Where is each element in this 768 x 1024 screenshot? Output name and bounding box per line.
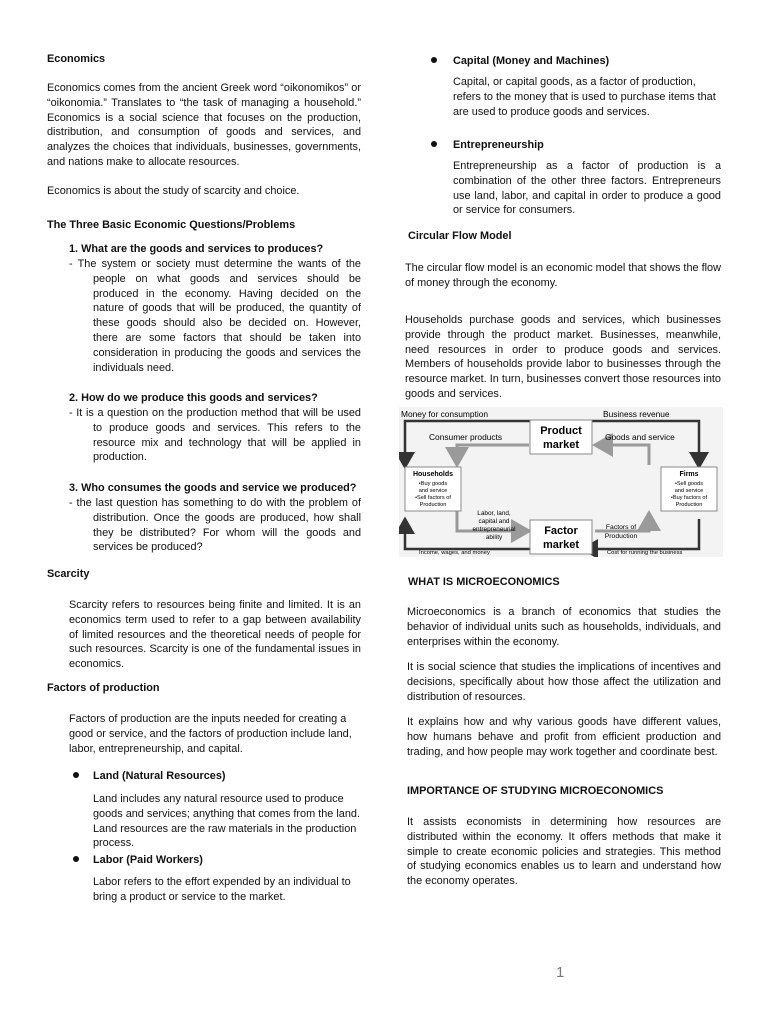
income-label: Income, wages, and money — [419, 550, 490, 556]
question-1-title: 1. What are the goods and services to produces? — [69, 243, 324, 255]
importance-heading: IMPORTANCE OF STUDYING MICROECONOMICS — [407, 785, 664, 797]
economics-summary: Economics is about the study of scarcity and choice. — [47, 185, 300, 197]
microeconomics-heading: WHAT IS MICROECONOMICS — [408, 576, 560, 588]
cost-label: Cost for running the business — [607, 550, 683, 556]
households-line-4: Production — [419, 502, 447, 508]
product-market-label-2: market — [542, 439, 580, 451]
question-3-title: 3. Who consumes the goods and service we produced? — [69, 482, 357, 494]
question-1-body: - The system or society must determine the wants of the people on what goods and services should be produced in the economy. Having decided on the nature of goods that will be produced, the quantity of these goods should also be decided on. However, there are some factors that should be taken into consideration in producing the goods and services the individuals need. — [69, 258, 361, 374]
question-3-body: - the last question has something to do with the problem of distribution. Once the goods are produced, how shall they be distributed? For whom will the goods and services be produced? — [69, 497, 361, 554]
households-line-1: •Buy goods — [418, 481, 448, 487]
goods-service-label: Goods and service — [605, 432, 675, 442]
factor-market-label-1: Factor — [544, 525, 578, 537]
question-2-title: 2. How do we produce this goods and services? — [69, 392, 318, 404]
labor-bullet — [73, 856, 79, 862]
business-revenue-label: Business revenue — [603, 409, 670, 419]
importance-paragraph: It assists economists in determining how resources are distributed within the economy. It offers methods that make it simple to create economic policies and strategies. This method of studying economics enables us to learn and understand how the economy operates. — [407, 816, 721, 888]
entrepreneurship-paragraph: Entrepreneurship as a factor of production is a combination of the other three factors. Entrepreneurs use land, labor, and capital in order to produce a good or service for consumers. — [453, 160, 721, 217]
circular-flow-diagram — [399, 407, 723, 557]
firms-line-2: and service — [674, 488, 704, 494]
scarcity-heading: Scarcity — [47, 568, 90, 580]
land-bullet — [73, 772, 79, 778]
three-questions-heading: The Three Basic Economic Questions/Problems — [47, 219, 296, 231]
capital-bullet — [431, 57, 437, 63]
entrepreneurship-heading: Entrepreneurship — [453, 139, 544, 151]
question-2-body: - It is a question on the production method that will be used to produce goods and services. This refers to the resource mix and technology that will be applied in production. — [69, 407, 361, 464]
economics-heading: Economics — [47, 53, 106, 65]
factor-market-label-2: market — [542, 539, 580, 551]
factors-of-label-1: Factors of — [605, 524, 637, 531]
labor-label-1: Labor, land, — [477, 510, 511, 517]
factors-of-label-2: Production — [604, 533, 638, 540]
factors-heading: Factors of production — [47, 682, 160, 694]
economics-paragraph: Economics comes from the ancient Greek word “oikonomikos” or “oikonomia.” Translates to “the task of managing a household.” Economics is a social science that focuses on the production, distribution, and consumption of goods and services, and analyzes the choices that individuals, businesses, governments, and nations make to allocate resources. — [47, 82, 361, 168]
labor-heading: Labor (Paid Workers) — [93, 854, 203, 866]
capital-paragraph: Capital, or capital goods, as a factor of production, refers to the money that is used to purchase items that are used to produce goods and services. — [453, 76, 716, 118]
microeconomics-paragraph-3: It explains how and why various goods have different values, how humans behave and profit from efficient production and trading, and how people may work together and coordinate best. — [407, 716, 721, 758]
microeconomics-paragraph-2: It is social science that studies the implications of incentives and decisions, specifically about how those affect the utilization and distribution of resources. — [407, 661, 721, 703]
labor-label-4: ability — [485, 534, 503, 541]
land-heading: Land (Natural Resources) — [93, 770, 226, 782]
microeconomics-paragraph-1: Microeconomics is a branch of economics that studies the behavior of individual units such as households, individuals, and enterprises within the economy. — [407, 606, 721, 648]
firms-line-1: •Sell goods — [674, 481, 704, 487]
labor-label-2: capital and — [478, 518, 510, 525]
capital-heading: Capital (Money and Machines) — [453, 55, 610, 67]
scarcity-paragraph: Scarcity refers to resources being finite and limited. It is an economics term used to refer to a gap between availability of limited resources and the theoretical needs of people for such resources. Scarcity is one of the fundamental issues in economics. — [69, 599, 361, 671]
labor-label-3: entrepreneurial — [472, 526, 516, 533]
land-paragraph: Land includes any natural resource used to produce goods and services; anything that comes from the land. Land resources are the raw materials in the production process. — [93, 793, 360, 850]
product-market-label-1: Product — [540, 425, 582, 437]
firms-line-3: •Buy factors of — [670, 495, 708, 501]
households-line-2: and service — [418, 488, 448, 494]
factors-paragraph: Factors of production are the inputs needed for creating a good or service, and the factors of production include land, labor, entrepreneurship, and capital. — [69, 713, 352, 755]
labor-paragraph: Labor refers to the effort expended by an individual to bring a product or service to the market. — [93, 876, 351, 903]
entrepreneurship-bullet — [431, 141, 437, 147]
circular-flow-paragraph: Households purchase goods and services, which businesses provide through the product market. Businesses, meanwhile, need resources in order to produce goods and services. Members of households provide labor to businesses through the resource market. In turn, businesses convert those resources into goods and services. — [405, 314, 721, 400]
circular-flow-intro: The circular flow model is an economic model that shows the flow of money through the economy. — [405, 262, 721, 289]
money-consumption-label: Money for consumption — [401, 409, 489, 419]
households-label: Households — [412, 471, 454, 478]
firms-line-4: Production — [675, 502, 703, 508]
page-number: 1 — [556, 964, 565, 981]
firms-label: Firms — [679, 471, 699, 478]
households-line-3: •Sell factors of — [415, 495, 451, 501]
circular-flow-heading: Circular Flow Model — [408, 230, 512, 242]
consumer-products-label: Consumer products — [429, 432, 503, 442]
